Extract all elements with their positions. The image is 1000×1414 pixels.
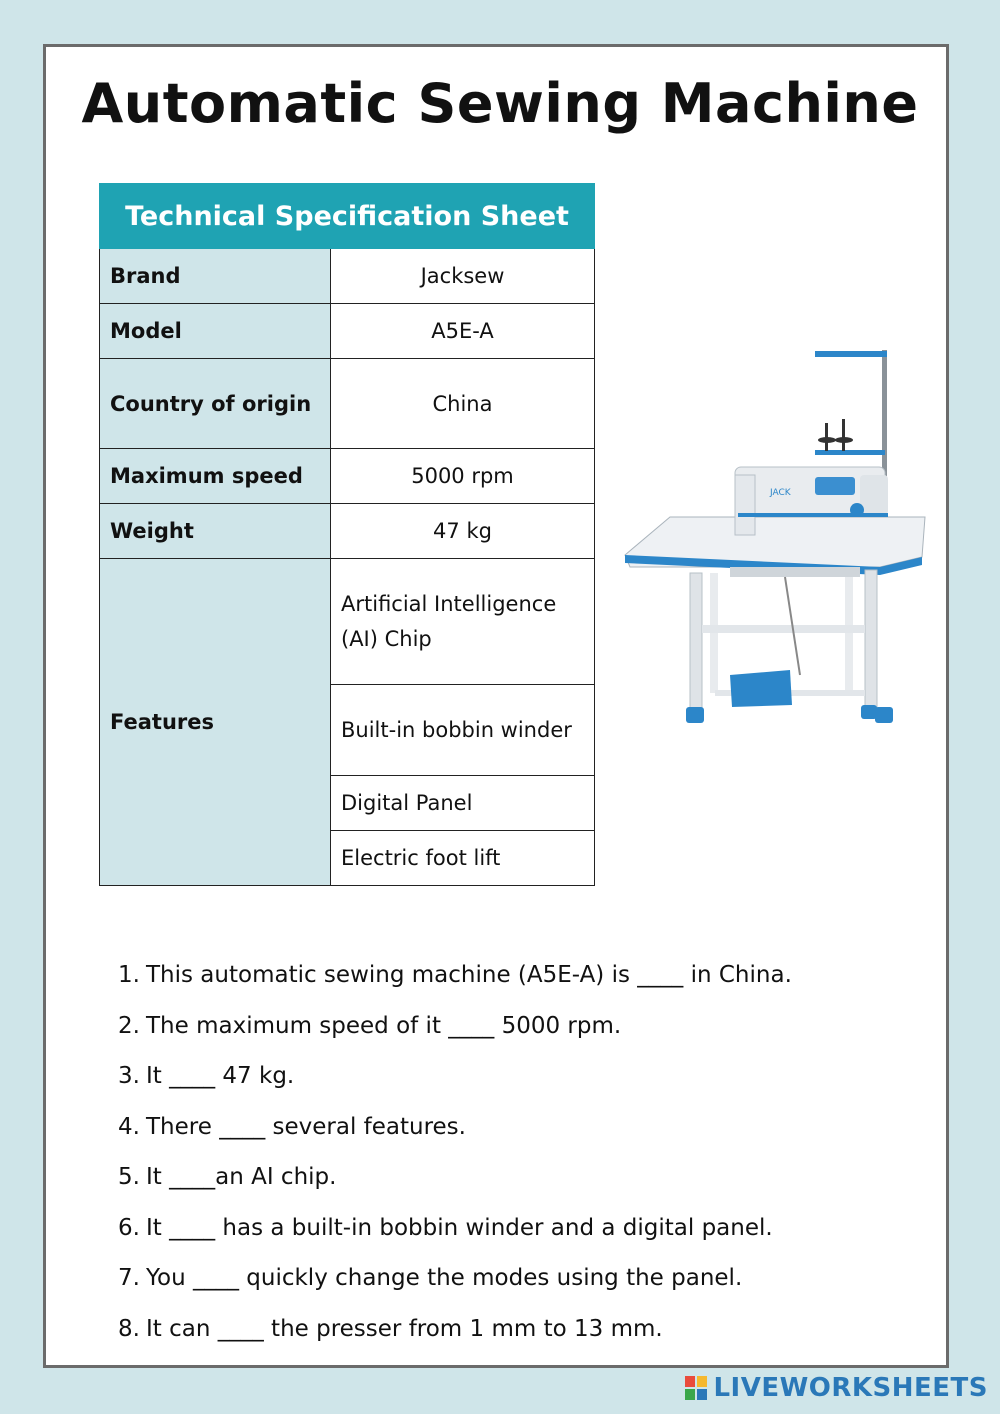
row-value: A5E-A [331, 304, 595, 359]
brand-name: LIVEWORKSHEETS [713, 1373, 988, 1403]
row-value: Jacksew [331, 249, 595, 304]
question-list [108, 950, 792, 1354]
row-value: 5000 rpm [331, 449, 595, 504]
list-item [108, 1102, 792, 1153]
spec-table-header-row [100, 184, 595, 249]
question-text: There ____ several features. [146, 1113, 466, 1140]
question-number: 1. [118, 962, 140, 989]
list-item [108, 1152, 792, 1203]
row-label: Model [100, 304, 331, 359]
list-item [108, 1203, 792, 1254]
question-number: 6. [118, 1214, 140, 1241]
row-label: Maximum speed [100, 449, 331, 504]
row-value: China [331, 359, 595, 449]
question-number: 7. [118, 1265, 140, 1292]
row-label: Country of origin [100, 359, 331, 449]
question-text: It ____ 47 kg. [146, 1063, 295, 1090]
liveworksheets-icon [685, 1376, 707, 1400]
list-item [108, 1304, 792, 1355]
row-value: 47 kg [331, 504, 595, 559]
feature-item: Electric foot lift [331, 831, 595, 886]
list-item [108, 950, 792, 1001]
table-row [100, 249, 595, 304]
spec-table-header: Technical Specification Sheet [100, 184, 595, 249]
question-text: It ____ has a built-in bobbin winder and a digital panel. [146, 1214, 773, 1241]
question-number: 8. [118, 1315, 140, 1342]
table-row [100, 359, 595, 449]
table-row [100, 449, 595, 504]
question-text: It can ____ the presser from 1 mm to 13 mm. [146, 1315, 663, 1342]
question-number: 3. [118, 1063, 140, 1090]
question-text: It ____an AI chip. [146, 1164, 337, 1191]
table-row [100, 504, 595, 559]
spec-table [99, 183, 595, 886]
question-text: The maximum speed of it ____ 5000 rpm. [146, 1012, 622, 1039]
question-number: 5. [118, 1164, 140, 1191]
feature-item: Artificial Intelligence (AI) Chip [331, 559, 595, 685]
list-item [108, 1001, 792, 1052]
list-item [108, 1051, 792, 1102]
feature-item: Digital Panel [331, 776, 595, 831]
question-text: You ____ quickly change the modes using the panel. [146, 1265, 743, 1292]
question-text: This automatic sewing machine (A5E-A) is ____ in China. [146, 962, 792, 989]
sewing-machine-icon [620, 345, 930, 735]
page-title: Automatic Sewing Machine [81, 72, 919, 135]
list-item [108, 1253, 792, 1304]
machine-brand-plate: JACK [770, 488, 791, 498]
question-number: 2. [118, 1012, 140, 1039]
row-label: Brand [100, 249, 331, 304]
row-label: Weight [100, 504, 331, 559]
table-row [100, 559, 595, 685]
feature-item: Built-in bobbin winder [331, 685, 595, 776]
liveworksheets-logo[interactable] [685, 1373, 988, 1403]
features-label: Features [100, 559, 331, 886]
table-row [100, 304, 595, 359]
question-number: 4. [118, 1113, 140, 1140]
